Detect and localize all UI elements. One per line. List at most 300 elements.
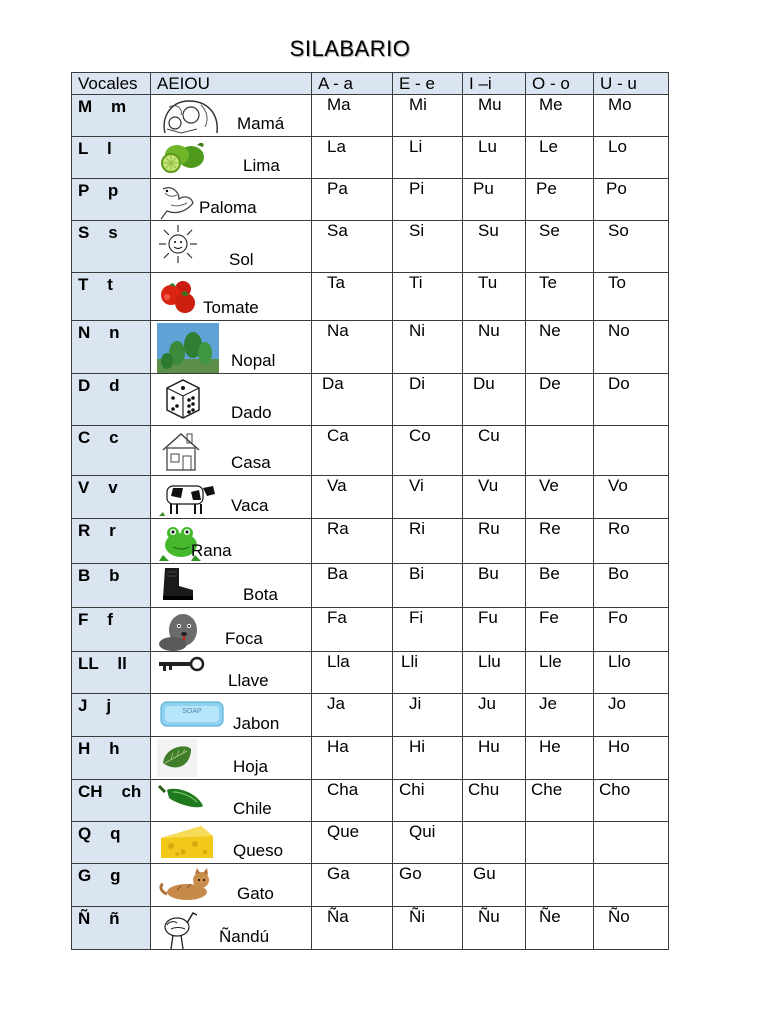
- syllable-text: Chu: [468, 780, 500, 799]
- syllable-text: Qui: [409, 822, 436, 841]
- table-row: [72, 273, 669, 321]
- table-row: [72, 737, 669, 780]
- syllable-cell: [393, 426, 463, 476]
- header-aeiou: AEIOU: [151, 73, 312, 95]
- syllable-text: Pe: [536, 179, 557, 198]
- syllable-text: Lla: [327, 652, 350, 671]
- syllabary-table: [71, 72, 669, 950]
- syllable-cell: [393, 273, 463, 321]
- example-word: Hoja: [233, 757, 268, 776]
- table-row: [72, 780, 669, 822]
- picture-cell: [151, 780, 312, 822]
- syllable-cell: [393, 179, 463, 221]
- syllable-text: Llo: [608, 652, 631, 671]
- syllable-cell: [526, 519, 594, 564]
- consonant-label: [72, 608, 151, 652]
- cow-icon: [157, 478, 217, 523]
- syllable-cell: [312, 822, 393, 864]
- syllable-text: Me: [539, 95, 563, 114]
- syllable-cell: [312, 321, 393, 374]
- syllable-text: To: [608, 273, 626, 292]
- syllable-cell: [312, 737, 393, 780]
- syllable-cell: [526, 137, 594, 179]
- syllable-cell: [526, 374, 594, 426]
- syllable-cell: [393, 137, 463, 179]
- header-i: I –i: [463, 73, 526, 95]
- syllable-text: Ra: [327, 519, 349, 538]
- consonant-label: [72, 822, 151, 864]
- syllable-text: Da: [322, 374, 344, 393]
- syllable-cell: [393, 780, 463, 822]
- syllable-cell: [393, 737, 463, 780]
- syllable-cell: [393, 822, 463, 864]
- picture-cell: [151, 652, 312, 694]
- syllable-cell: [463, 737, 526, 780]
- example-word: Vaca: [231, 496, 269, 515]
- consonant-text: CH ch: [78, 782, 142, 801]
- soap-label: SOAP: [182, 708, 202, 715]
- syllable-text: Do: [608, 374, 630, 393]
- syllable-cell: [594, 822, 669, 864]
- syllable-text: Le: [539, 137, 558, 156]
- syllable-cell: [463, 608, 526, 652]
- syllable-text: Hi: [409, 737, 426, 756]
- syllable-text: Tu: [478, 273, 498, 292]
- mother-child-icon: [157, 97, 225, 142]
- lime-icon: [157, 139, 207, 178]
- syllable-cell: [463, 95, 526, 137]
- sun-icon: [157, 223, 199, 270]
- syllable-text: Jo: [608, 694, 626, 713]
- syllable-cell: [594, 137, 669, 179]
- syllable-cell: [312, 694, 393, 737]
- syllable-text: Bi: [409, 564, 425, 583]
- syllable-cell: [393, 652, 463, 694]
- picture-cell: [151, 426, 312, 476]
- picture-cell: [151, 564, 312, 608]
- syllable-text: Co: [409, 426, 431, 445]
- syllable-cell: [463, 426, 526, 476]
- consonant-label: [72, 95, 151, 137]
- syllable-text: Que: [327, 822, 360, 841]
- syllable-text: Fi: [409, 608, 424, 627]
- picture-cell: [151, 822, 312, 864]
- syllable-text: Lo: [608, 137, 627, 156]
- cat-icon: [157, 866, 213, 909]
- syllable-cell: [312, 907, 393, 950]
- syllable-text: Ca: [327, 426, 349, 445]
- table-row: [72, 426, 669, 476]
- syllable-cell: [393, 221, 463, 273]
- syllable-cell: [526, 95, 594, 137]
- syllable-text: Fo: [608, 608, 628, 627]
- syllable-cell: [594, 608, 669, 652]
- picture-cell: [151, 476, 312, 519]
- syllable-text: Ji: [409, 694, 422, 713]
- syllable-text: Ve: [539, 476, 559, 495]
- syllable-text: Mo: [608, 95, 632, 114]
- syllable-text: Nu: [478, 321, 500, 340]
- header-u: U - u: [594, 73, 669, 95]
- syllable-cell: [594, 321, 669, 374]
- syllable-text: Ba: [327, 564, 348, 583]
- consonant-text: T t: [78, 275, 113, 294]
- picture-cell: [151, 737, 312, 780]
- syllable-cell: [526, 221, 594, 273]
- syllable-cell: [594, 652, 669, 694]
- picture-cell: [151, 95, 312, 137]
- rhea-bird-icon: [157, 909, 201, 956]
- consonant-label: [72, 426, 151, 476]
- consonant-label: [72, 476, 151, 519]
- table-row: [72, 137, 669, 179]
- table-row: [72, 476, 669, 519]
- syllable-cell: [526, 694, 594, 737]
- syllable-cell: [526, 426, 594, 476]
- syllable-cell: [312, 273, 393, 321]
- syllable-text: Na: [327, 321, 349, 340]
- syllable-text: Bu: [478, 564, 499, 583]
- consonant-label: [72, 519, 151, 564]
- syllable-text: Lu: [478, 137, 497, 156]
- house-icon: [157, 428, 205, 479]
- syllable-cell: [594, 179, 669, 221]
- syllable-text: De: [539, 374, 561, 393]
- consonant-text: V v: [78, 478, 118, 497]
- syllable-text: Cho: [599, 780, 631, 799]
- syllable-cell: [526, 608, 594, 652]
- header-e: E - e: [393, 73, 463, 95]
- syllable-text: Vo: [608, 476, 628, 495]
- table-row: [72, 694, 669, 737]
- header-vocales: Vocales: [72, 73, 151, 95]
- consonant-text: G g: [78, 866, 121, 885]
- consonant-label: [72, 321, 151, 374]
- syllable-cell: [312, 608, 393, 652]
- picture-cell: [151, 321, 312, 374]
- syllable-cell: [526, 907, 594, 950]
- boot-icon: [157, 566, 197, 607]
- picture-cell: [151, 608, 312, 652]
- syllable-text: Ma: [327, 95, 351, 114]
- syllable-cell: [594, 737, 669, 780]
- consonant-label: [72, 221, 151, 273]
- syllable-cell: [312, 426, 393, 476]
- chili-pepper-icon: [157, 782, 209, 819]
- syllable-text: Llu: [478, 652, 501, 671]
- consonant-label: [72, 864, 151, 907]
- syllable-cell: [594, 374, 669, 426]
- syllable-text: Se: [539, 221, 560, 240]
- syllable-text: Be: [539, 564, 560, 583]
- consonant-label: [72, 780, 151, 822]
- syllable-text: Re: [539, 519, 561, 538]
- syllable-cell: [526, 564, 594, 608]
- example-word: Nopal: [231, 351, 276, 370]
- table-row: [72, 564, 669, 608]
- syllable-text: Vu: [478, 476, 499, 495]
- syllable-text: Fe: [539, 608, 559, 627]
- table-row: [72, 864, 669, 907]
- syllable-cell: [526, 476, 594, 519]
- consonant-text: H h: [78, 739, 120, 758]
- example-word: Rana: [191, 541, 232, 560]
- syllable-cell: [526, 652, 594, 694]
- table-row: [72, 221, 669, 273]
- table-row: [72, 95, 669, 137]
- picture-cell: [151, 519, 312, 564]
- consonant-text: N n: [78, 323, 120, 342]
- syllable-cell: [526, 273, 594, 321]
- syllable-text: Pa: [327, 179, 348, 198]
- syllable-text: So: [608, 221, 629, 240]
- example-word: Casa: [231, 453, 271, 472]
- syllable-cell: [312, 476, 393, 519]
- example-word: Bota: [243, 585, 278, 604]
- syllable-text: Ro: [608, 519, 630, 538]
- syllable-cell: [526, 737, 594, 780]
- syllable-cell: [463, 652, 526, 694]
- syllable-cell: [594, 564, 669, 608]
- syllable-text: Di: [409, 374, 426, 393]
- syllable-cell: [463, 179, 526, 221]
- table-row: [72, 519, 669, 564]
- consonant-text: R r: [78, 521, 116, 540]
- syllable-text: Bo: [608, 564, 629, 583]
- syllable-text: Li: [409, 137, 423, 156]
- syllable-cell: [463, 907, 526, 950]
- syllable-text: No: [608, 321, 630, 340]
- example-word: Tomate: [203, 298, 259, 317]
- syllable-cell: [526, 179, 594, 221]
- syllable-cell: [463, 321, 526, 374]
- consonant-label: [72, 907, 151, 950]
- syllable-cell: [594, 864, 669, 907]
- syllable-cell: [393, 907, 463, 950]
- consonant-label: [72, 374, 151, 426]
- syllable-cell: [463, 273, 526, 321]
- syllable-cell: [463, 694, 526, 737]
- example-word: Paloma: [199, 198, 257, 217]
- dice-icon: [157, 376, 207, 427]
- consonant-text: P p: [78, 181, 119, 200]
- syllable-cell: [393, 321, 463, 374]
- picture-cell: [151, 179, 312, 221]
- consonant-text: F f: [78, 610, 113, 629]
- syllable-text: Ru: [478, 519, 500, 538]
- syllable-text: Ñe: [539, 907, 561, 926]
- picture-cell: [151, 221, 312, 273]
- syllable-cell: [393, 95, 463, 137]
- header-a: A - a: [312, 73, 393, 95]
- syllable-text: Ta: [327, 273, 345, 292]
- syllable-text: Va: [327, 476, 347, 495]
- syllable-text: Fa: [327, 608, 347, 627]
- syllable-text: Po: [606, 179, 627, 198]
- example-word: Chile: [233, 799, 272, 818]
- syllable-cell: [463, 374, 526, 426]
- cactus-icon: [157, 323, 219, 378]
- syllable-cell: [463, 476, 526, 519]
- syllable-cell: [526, 822, 594, 864]
- syllable-cell: [594, 907, 669, 950]
- syllable-text: Chi: [399, 780, 425, 799]
- syllable-text: Hu: [478, 737, 500, 756]
- soap-icon: [157, 696, 227, 735]
- consonant-text: C c: [78, 428, 119, 447]
- syllable-text: Cha: [327, 780, 359, 799]
- consonant-label: [72, 179, 151, 221]
- syllable-cell: [312, 374, 393, 426]
- picture-cell: [151, 374, 312, 426]
- consonant-label: [72, 694, 151, 737]
- syllable-cell: [594, 273, 669, 321]
- consonant-text: S s: [78, 223, 118, 242]
- syllable-cell: [594, 95, 669, 137]
- table-row: [72, 652, 669, 694]
- syllable-cell: [594, 780, 669, 822]
- table-row: [72, 179, 669, 221]
- syllable-text: Lli: [401, 652, 419, 671]
- leaf-icon: [157, 739, 197, 782]
- example-word: Ñandú: [219, 927, 270, 946]
- syllable-text: Ri: [409, 519, 426, 538]
- table-row: [72, 608, 669, 652]
- syllable-cell: [594, 519, 669, 564]
- syllable-text: He: [539, 737, 561, 756]
- syllable-cell: [594, 221, 669, 273]
- table-row: [72, 907, 669, 950]
- table-row: [72, 374, 669, 426]
- syllable-cell: [312, 179, 393, 221]
- table-row: [72, 321, 669, 374]
- consonant-text: D d: [78, 376, 120, 395]
- syllable-cell: [463, 519, 526, 564]
- syllable-text: Pu: [473, 179, 494, 198]
- cheese-icon: [157, 824, 217, 869]
- syllable-text: Ja: [327, 694, 345, 713]
- syllable-cell: [463, 221, 526, 273]
- syllable-text: Cu: [478, 426, 500, 445]
- syllable-text: Gu: [473, 864, 496, 883]
- tomato-icon: [157, 275, 201, 320]
- picture-cell: [151, 694, 312, 737]
- syllable-cell: [594, 694, 669, 737]
- example-word: Mamá: [237, 114, 285, 133]
- consonant-text: Q q: [78, 824, 121, 843]
- page-title: SILABARIO: [289, 36, 411, 61]
- syllable-cell: [312, 780, 393, 822]
- syllable-text: La: [327, 137, 346, 156]
- picture-cell: [151, 273, 312, 321]
- syllable-text: Ño: [608, 907, 630, 926]
- syllable-text: Ha: [327, 737, 349, 756]
- syllable-text: Je: [539, 694, 557, 713]
- syllable-text: Pi: [409, 179, 425, 198]
- syllable-text: Ña: [327, 907, 349, 926]
- picture-cell: [151, 137, 312, 179]
- syllable-cell: [312, 864, 393, 907]
- consonant-text: Ñ ñ: [78, 909, 120, 928]
- consonant-label: [72, 737, 151, 780]
- syllable-cell: [526, 864, 594, 907]
- consonant-text: LL ll: [78, 654, 127, 673]
- consonant-text: M m: [78, 97, 127, 116]
- syllable-cell: [312, 652, 393, 694]
- syllable-cell: [463, 564, 526, 608]
- syllable-text: Ne: [539, 321, 561, 340]
- header-row: [72, 73, 669, 95]
- syllable-text: Fu: [478, 608, 498, 627]
- syllable-text: Du: [473, 374, 495, 393]
- syllable-text: Si: [409, 221, 425, 240]
- syllable-text: Ni: [409, 321, 426, 340]
- consonant-label: [72, 137, 151, 179]
- syllable-text: Ho: [608, 737, 630, 756]
- syllable-cell: [393, 864, 463, 907]
- syllable-text: Go: [399, 864, 422, 883]
- syllable-cell: [393, 608, 463, 652]
- syllable-text: Ju: [478, 694, 496, 713]
- consonant-text: J j: [78, 696, 112, 715]
- syllable-cell: [463, 864, 526, 907]
- table-row: [72, 822, 669, 864]
- header-o: O - o: [526, 73, 594, 95]
- syllable-cell: [463, 137, 526, 179]
- consonant-label: [72, 652, 151, 694]
- syllable-cell: [393, 374, 463, 426]
- syllable-cell: [393, 476, 463, 519]
- example-word: Gato: [237, 884, 274, 903]
- syllable-cell: [463, 780, 526, 822]
- syllable-cell: [393, 564, 463, 608]
- syllable-cell: [393, 694, 463, 737]
- example-word: Foca: [225, 629, 263, 648]
- syllable-text: Vi: [409, 476, 424, 495]
- example-word: Dado: [231, 403, 272, 422]
- syllable-cell: [312, 221, 393, 273]
- syllable-text: Ñi: [409, 907, 426, 926]
- syllable-cell: [312, 137, 393, 179]
- syllable-cell: [312, 564, 393, 608]
- syllable-cell: [526, 321, 594, 374]
- syllable-cell: [393, 519, 463, 564]
- syllable-text: Su: [478, 221, 499, 240]
- example-word: Sol: [229, 250, 254, 269]
- consonant-text: B b: [78, 566, 120, 585]
- syllable-cell: [526, 780, 594, 822]
- syllable-cell: [594, 426, 669, 476]
- example-word: Queso: [233, 841, 284, 860]
- syllable-cell: [312, 95, 393, 137]
- example-word: Llave: [228, 671, 269, 690]
- example-word: Lima: [243, 156, 280, 175]
- picture-cell: [151, 864, 312, 907]
- syllable-text: Sa: [327, 221, 348, 240]
- syllable-text: Mi: [409, 95, 427, 114]
- syllable-text: Mu: [478, 95, 502, 114]
- consonant-label: [72, 273, 151, 321]
- syllable-cell: [463, 822, 526, 864]
- syllable-text: Te: [539, 273, 557, 292]
- consonant-label: [72, 564, 151, 608]
- example-word: Jabon: [233, 714, 280, 733]
- syllable-cell: [594, 476, 669, 519]
- picture-cell: [151, 907, 312, 950]
- syllable-text: Ga: [327, 864, 350, 883]
- consonant-text: L l: [78, 139, 112, 158]
- syllable-text: Ñu: [478, 907, 500, 926]
